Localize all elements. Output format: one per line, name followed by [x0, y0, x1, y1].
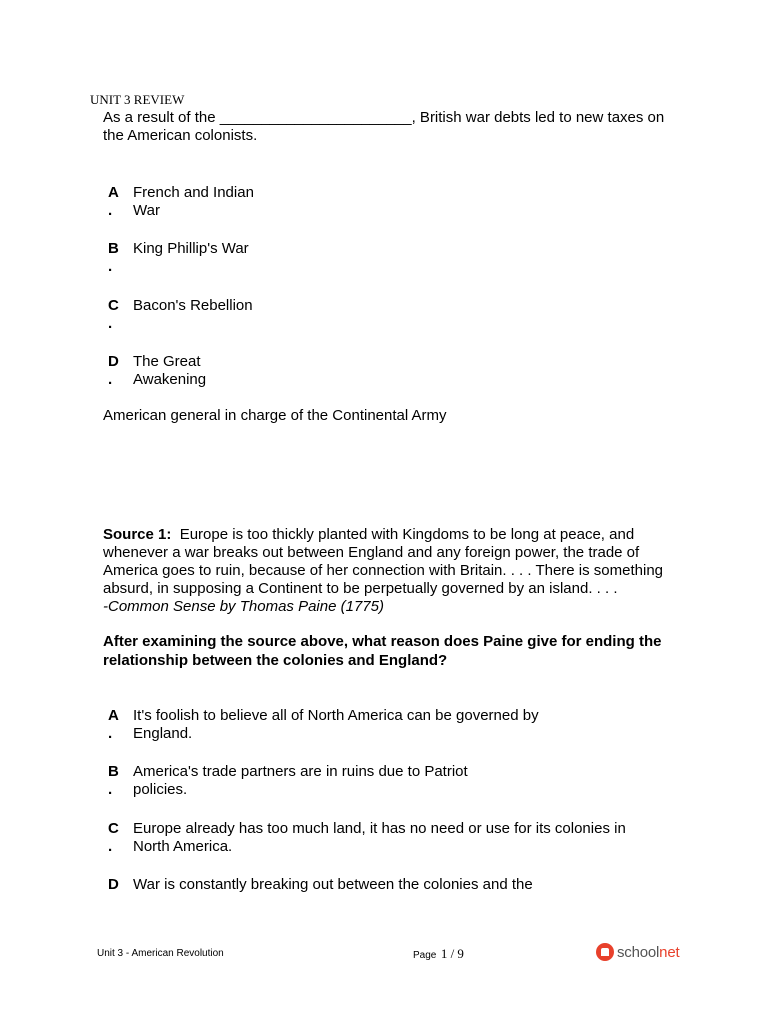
choice-text: Bacon's Rebellion — [133, 297, 253, 314]
page-number: 1 / 9 — [440, 946, 464, 961]
choice-text: America's trade partners are in ruins due to Patriot policies. — [133, 763, 468, 798]
question-1-choice-b[interactable] — [108, 240, 668, 276]
choice-text: King Phillip's War — [133, 240, 249, 257]
source-label: Source 1: — [103, 526, 172, 543]
choice-letter: A . — [108, 184, 119, 219]
question-3-choice-d[interactable] — [108, 876, 668, 894]
question-1-stem — [103, 109, 678, 145]
question-3-choice-a[interactable] — [108, 707, 668, 743]
question-3-choice-c[interactable] — [108, 820, 668, 856]
choice-letter: A . — [108, 707, 119, 742]
choice-letter: B . — [108, 240, 119, 275]
source-1 — [103, 526, 673, 616]
house-icon — [596, 943, 614, 961]
question-2-stem: American general in charge of the Continental Army — [103, 407, 447, 424]
source-citation: -Common Sense by Thomas Paine (1775) — [103, 598, 384, 615]
choice-letter: C . — [108, 297, 119, 332]
page-label: Page — [413, 950, 437, 961]
schoolnet-logo — [596, 943, 679, 961]
logo-text: schoolnet — [617, 943, 680, 961]
choice-text: Europe already has too much land, it has no need or use for its colonies in North America. — [133, 820, 626, 855]
question-1-choice-d[interactable] — [108, 353, 668, 389]
question-1-stem-line2: the American colonists. — [103, 127, 258, 144]
choice-letter: D — [108, 876, 119, 893]
question-1-choice-a[interactable] — [108, 184, 668, 220]
choice-letter: C . — [108, 820, 119, 855]
question-3-choice-b[interactable] — [108, 763, 668, 799]
question-1-choice-c[interactable] — [108, 297, 668, 333]
choice-letter: B . — [108, 763, 119, 798]
footer-unit-label: Unit 3 - American Revolution — [97, 948, 224, 959]
choice-text: War is constantly breaking out between the colonies and the — [133, 876, 533, 893]
question-3-stem: After examining the source above, what reason does Paine give for ending the relationship between the colonies and England? — [103, 633, 662, 669]
source-text: Europe is too thickly planted with Kingdoms to be long at peace, and whenever a war breaks out between England and any foreign power, the trade of America goes to ruin, because of her connection with Britain. . . . There is something absurd, in supposing a Continent to be perpetually governed by an island. . . . — [103, 526, 664, 597]
choice-text: The Great Awakening — [133, 353, 207, 388]
choice-text: It's foolish to believe all of North America can be governed by England. — [133, 707, 539, 742]
choice-text: French and Indian War — [133, 184, 254, 219]
page-indicator — [413, 945, 464, 963]
choice-letter: D . — [108, 353, 119, 388]
question-1-stem-line1: As a result of the _______________________, British war debts led to new taxes on — [103, 109, 665, 126]
page-title: UNIT 3 REVIEW — [90, 92, 185, 107]
